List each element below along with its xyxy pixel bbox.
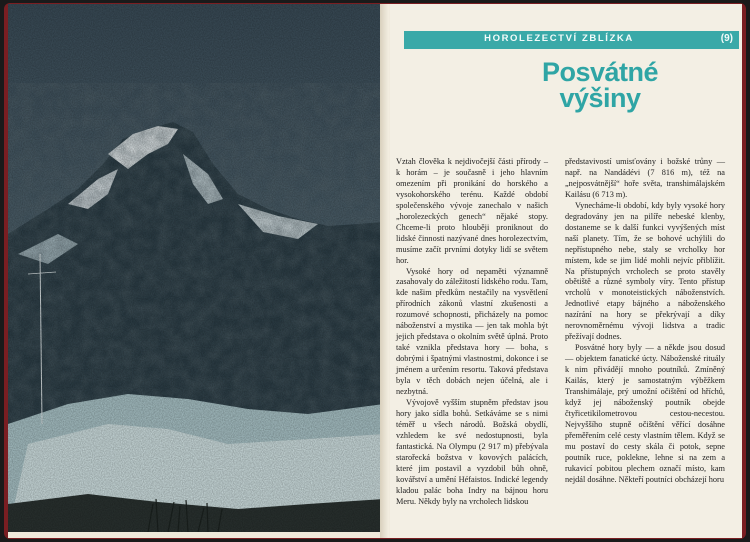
section-header-band (404, 31, 739, 49)
text-column-1 (396, 157, 548, 508)
left-page (8, 4, 384, 538)
page-number: (9) (720, 33, 733, 44)
mountain-photo (8, 4, 384, 532)
right-page (390, 4, 742, 538)
article-title (500, 59, 700, 111)
paragraph: Vynecháme-li období, kdy byly vysoké hory degradovány jen na pilíře nebeské klenby, dostaneme se k další funkci vyvýšených míst naší planety. Tím, že se bohové uchýlili do nepřístupného nebe, staly se vrcholky hor místem, kde se jim lidé mohli nejvíc přiblížit. Na přístupných vrcholech se proto stavěly obětiště a různé symboly víry. Tento přístup vrcholů v monoteistických náboženstvích. Jednotlivé etapy bájného a náboženského nazírání na hory se překrývají a díky nerovnoměrnému vývoji lidstva a tradic přežívají dodnes. (565, 200, 725, 342)
paragraph: Vztah člověka k nejdivočejší části přírody – k horám – je současně i jeho hlavním omezením při pronikání do horského a vysokohorského terénu. Každé období společenského vývoje zanechalo v našich „horolezeckých genech“ nějaké stopy. Chceme-li proto hlouběji proniknout do lidské činnosti nazývané dnes horolezectvím, musíme začít prvními dotyky lidí se světem hor. (396, 157, 548, 265)
paragraph: Vysoké hory od nepaměti významně zasahovaly do záležitostí lidského rodu. Tam, kde našim předkům nestačily na vysvětlení přírodních zákonů vlastní zkušenosti a rozumové schopnosti, přicházely na pomoc náboženství a mystika — jen tak mohla být jejich představa o okolním světě úplná. Proto také vznikla představa hory — boha, s dobrými i špatnými vlastnostmi, dokonce i se jménem a určením resortu. Taková představa byla v těch dobách nejen účelná, ale i nezbytná. (396, 266, 548, 397)
text-column-2 (565, 157, 725, 486)
paragraph: Vývojově vyšším stupněm představ jsou hory jako sídla bohů. Setkáváme se s nimi téměř u všech národů. Božská obydlí, vzhledem ke své nedostupnosti, byla fantastická. Na Olympu (2 917 m) přebývala starořecká božstva v kovových palácích, které jim postavil a vyzdobil bůh ohně, kovářství a umění Héfaistos. Indické legendy kladou palác boha Indry na bájnou horu Meru. Někdy byly na vrcholech lidskou (396, 397, 548, 506)
paragraph: představivostí umisťovány i božské trůny — např. na Nandádévi (7 816 m), též na „nejposvátnější“ hoře světa, transhimálajském Kailásu (6 713 m). (565, 157, 725, 199)
article-title-line-1: Posvátné (541, 57, 659, 87)
section-title: HOROLEZECTVÍ ZBLÍZKA (484, 33, 634, 44)
article-title-line-2: výšiny (559, 83, 641, 113)
paragraph: Posvátné hory byly — a někde jsou dosud — objektem fanatické úcty. Náboženské rituály k nim přivádějí mnoho poutníků. Zmíněný Kailás, který je samostatným výběžkem Transhimálaje, prý umožní očištění od hříchů, když jej náboženský poutník obejde čtyřicetikilometrovou cestou-necestou. Nejvyššího stupně očištění věřící dosáhne přeměřením celé cesty vlastním tělem. Když se mu postaví do cesty skála či potok, sepne poutník ruce, poklekne, lehne si na zem a rukavicí pobitou plechem označí místo, kam nejdál dosáhne. Někteří poutníci obcházejí horu (565, 343, 725, 484)
